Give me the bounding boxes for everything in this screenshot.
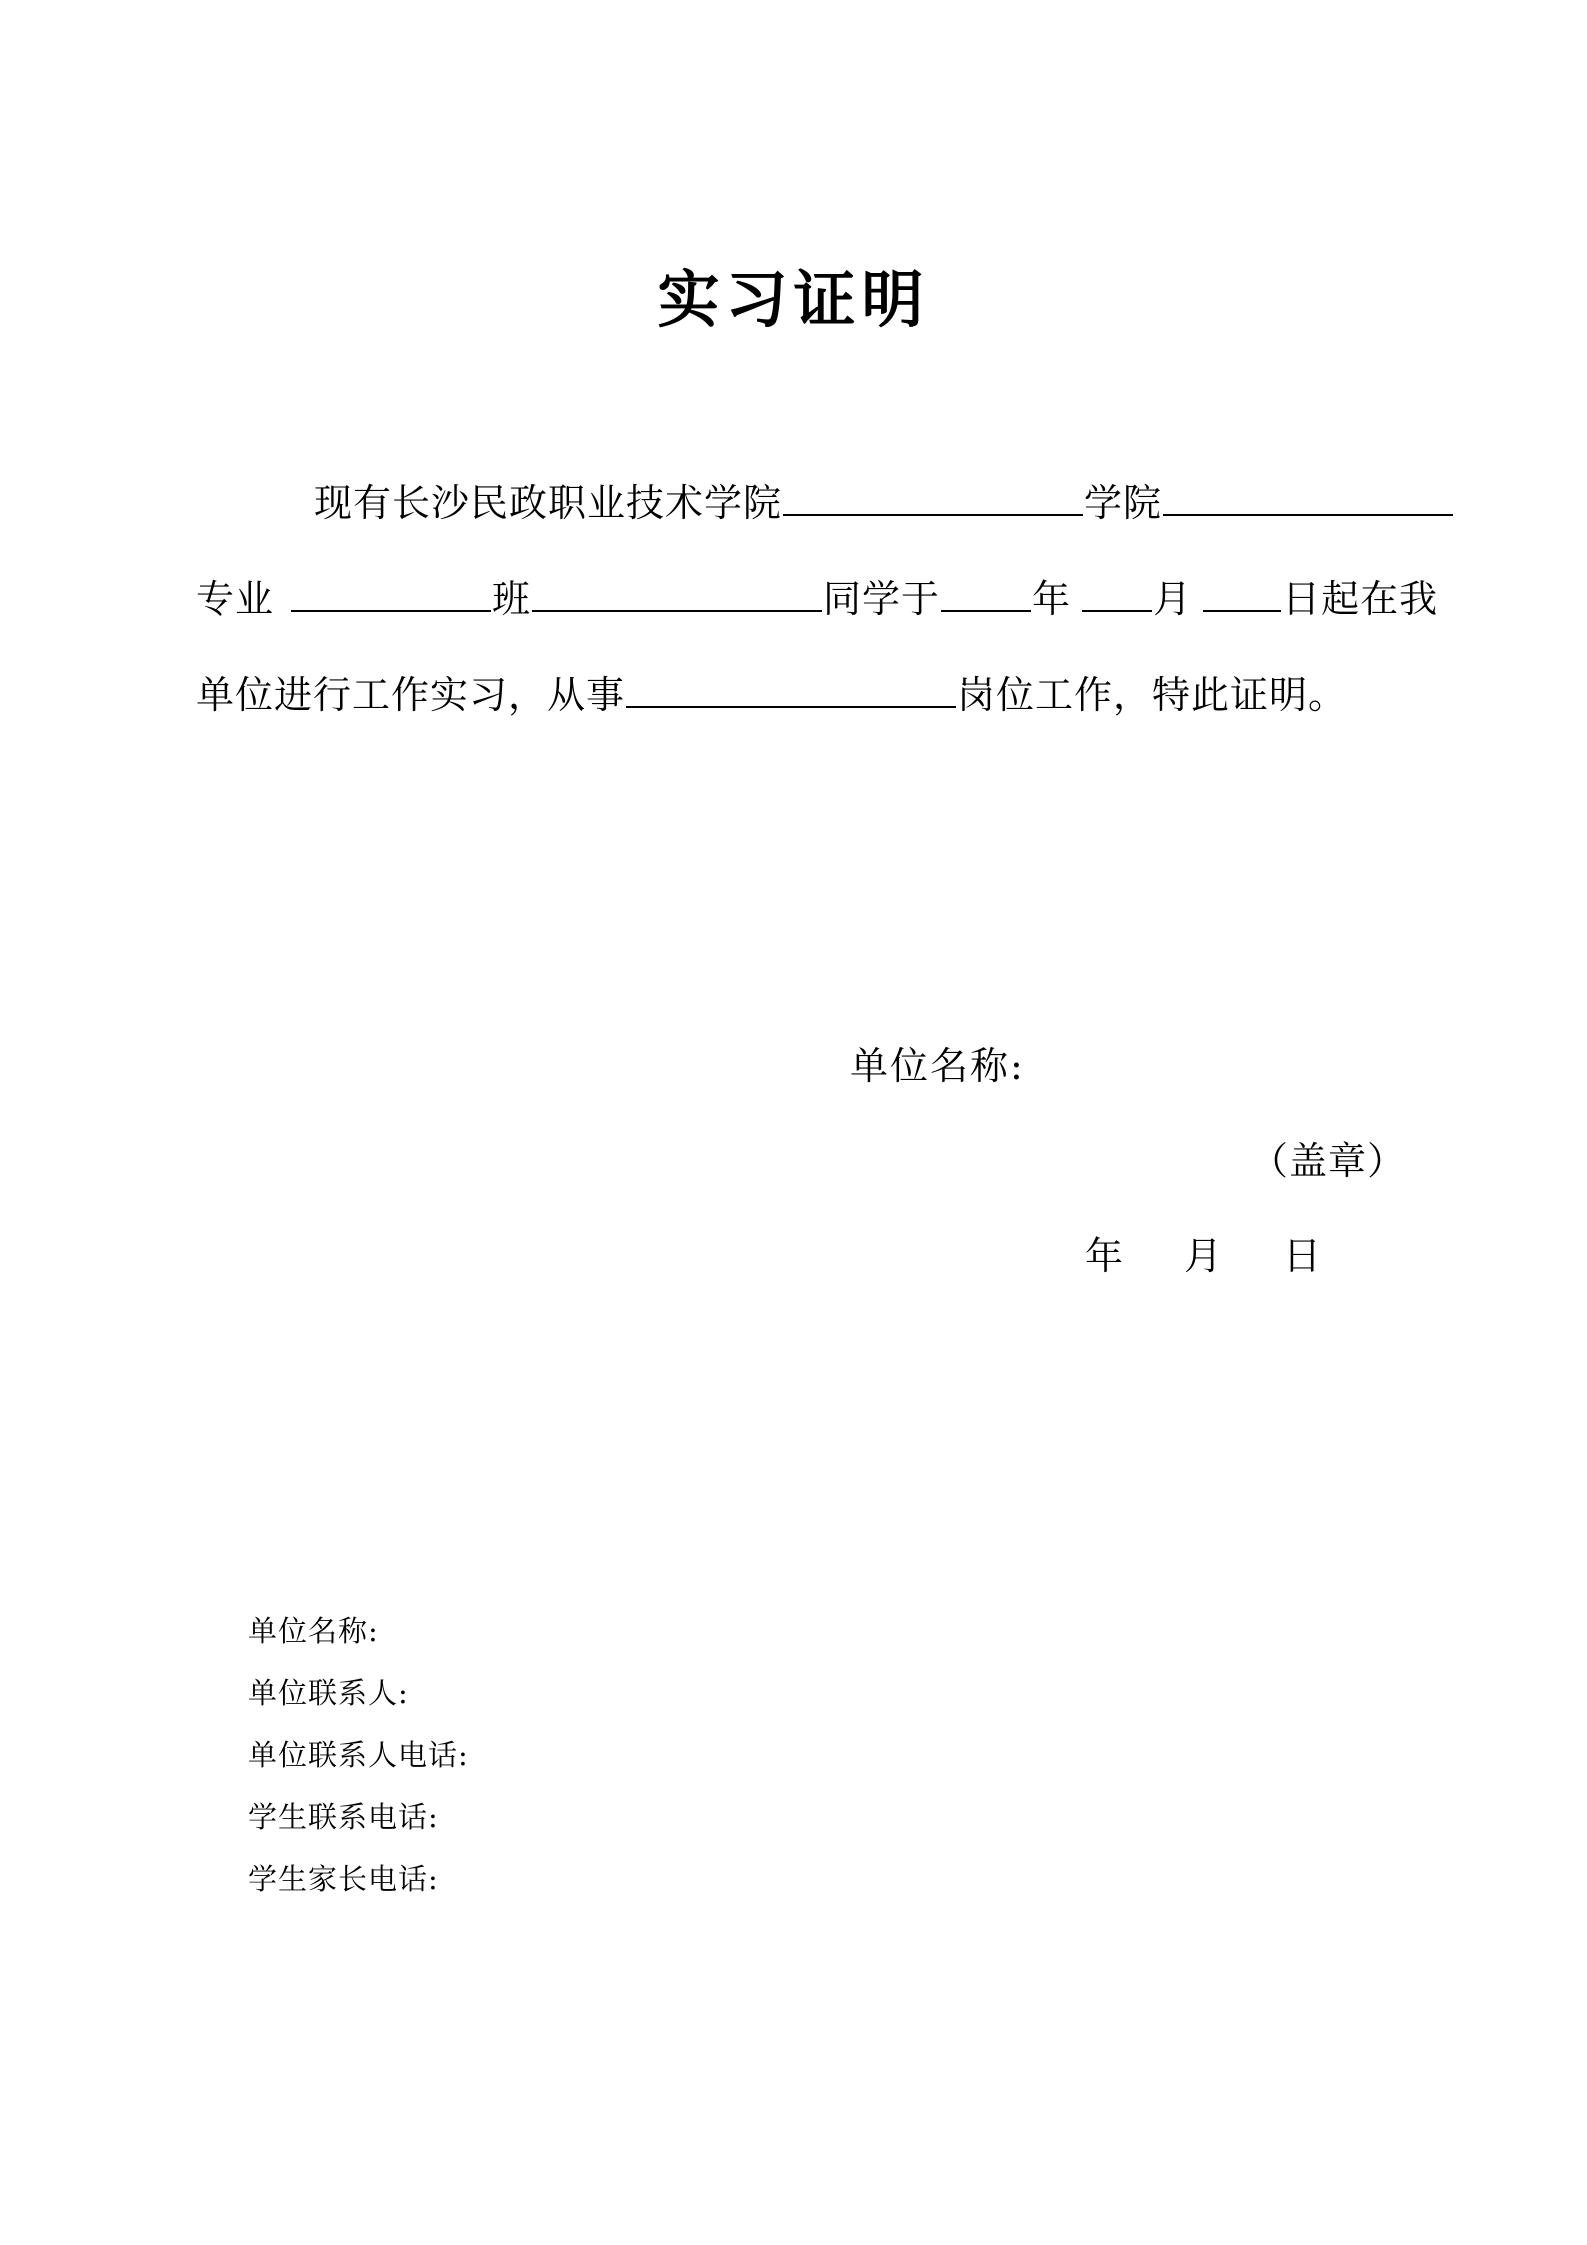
body-line-1 — [196, 455, 1436, 551]
blank-day[interactable] — [1203, 572, 1281, 612]
blank-department[interactable] — [1163, 476, 1453, 516]
body-line-3 — [196, 647, 1436, 743]
month-label: 月 — [1153, 577, 1193, 621]
page-title: 实习证明 — [657, 263, 930, 336]
list-item: 单位名称: — [248, 1614, 379, 1648]
blank-position[interactable] — [626, 668, 956, 708]
signature-date-year: 年 — [1085, 1234, 1125, 1278]
signature-date-row — [1085, 1225, 1322, 1280]
signature-date-day: 日 — [1283, 1234, 1323, 1278]
body-line-1-prefix: 现有长沙民政职业技术学院 — [314, 481, 783, 525]
day-label: 日起在我 — [1282, 577, 1439, 621]
year-label: 年 — [1032, 577, 1072, 621]
blank-year[interactable] — [941, 572, 1031, 612]
list-item: 学生联系电话: — [248, 1800, 439, 1834]
body-line-1-middle: 学院 — [1084, 481, 1163, 525]
blank-major[interactable] — [291, 572, 491, 612]
signature-date-month: 月 — [1184, 1234, 1224, 1278]
student-label: 同学于 — [823, 577, 941, 621]
list-item: 学生家长电话: — [248, 1862, 439, 1896]
signature-unit-name-label: 单位名称: — [850, 1044, 1025, 1088]
list-item: 单位联系人电话: — [248, 1738, 469, 1772]
blank-college[interactable] — [783, 476, 1083, 516]
class-label: 班 — [492, 577, 532, 621]
contact-info-list — [248, 1600, 469, 1910]
body-line-2 — [196, 551, 1439, 647]
list-item: 单位联系人: — [248, 1676, 409, 1710]
signature-seal-label: （盖章） — [1250, 1139, 1407, 1183]
certificate-body — [196, 455, 1439, 743]
major-label: 专业 — [196, 577, 275, 621]
body-line-3-prefix: 单位进行工作实习，从事 — [196, 673, 626, 717]
blank-class[interactable] — [532, 572, 822, 612]
body-line-3-suffix: 岗位工作，特此证明。 — [957, 673, 1348, 717]
blank-month[interactable] — [1082, 572, 1152, 612]
